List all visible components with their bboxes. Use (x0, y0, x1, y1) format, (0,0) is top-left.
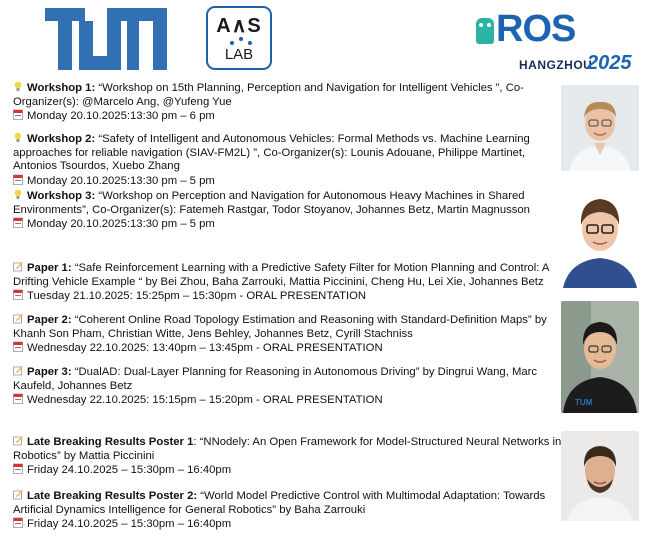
lightbulb-icon (13, 189, 23, 200)
calendar-icon (13, 463, 23, 474)
paper-1-date: Tuesday 21.10.2025: 15:25pm – 15:30pm - ORAL PRESENTATION (27, 290, 367, 303)
entry-text-line: “DualAD: Dual-Layer Planning for Reasoning in Autonomous Driving” by Dingrui Wang, Marc (71, 366, 538, 378)
poster-1-label: Late Breaking Results Poster 1 (27, 436, 194, 448)
entry-text-line: approaches for reliable navigation (SIAV-FM2L) ”, Co-Organizer(s): Lounis Adouane, Philippe Martinet, (13, 146, 526, 159)
calendar-icon (13, 341, 23, 352)
lightbulb-icon (13, 132, 23, 143)
paper-3-date: Wednesday 22.10.2025: 15:15pm – 15:20pm - ORAL PRESENTATION (27, 394, 383, 407)
paper-3-entry (13, 365, 541, 408)
entry-text-line: Antonios Tsourdos, Xuebo Zhang (13, 160, 180, 173)
calendar-icon (13, 393, 23, 404)
entry-text-line: Khanh Son Pham, Christian Witte, Jens Behley, Johannes Betz, Cyrill Stachniss (13, 327, 413, 340)
poster-1-date: Friday 24.10.2025 – 15:30pm – 16:40pm (27, 464, 232, 477)
memo-icon (13, 489, 23, 500)
memo-icon (13, 435, 23, 446)
entry-text-line: Kaufeld, Johannes Betz (13, 379, 133, 392)
iros-logo-year: 2025 (587, 52, 632, 74)
workshop-3-date: Monday 20.10.2025:13:30 pm – 5 pm (27, 218, 215, 231)
workshop-2-label: Workshop 2: (27, 133, 96, 145)
paper-2-label: Paper 2: (27, 314, 72, 326)
lightbulb-icon (13, 81, 23, 92)
entry-text-line: Organizer(s): @Marcelo Ang, @Yufeng Yue (13, 95, 232, 108)
memo-icon (13, 313, 23, 324)
iros-2025-logo (474, 8, 632, 78)
aslab-logo-bottom-text: LAB (224, 46, 254, 63)
workshop-1-label: Workshop 1: (27, 82, 96, 94)
iros-logo-text: ROS (496, 8, 576, 50)
entry-text-line: Drifting Vehicle Example “ by Bei Zhou, Baha Zarrouki, Mattia Piccinini, Cheng Hu, Lei Xie, Johannes Betz (13, 275, 544, 288)
aslab-logo-top-text: A∧S (216, 15, 262, 37)
workshop-1-date: Monday 20.10.2025:13:30 pm – 6 pm (27, 110, 215, 123)
entry-text-line: “Safety of Intelligent and Autonomous Vehicles: Formal Methods vs. Machine Learning (95, 133, 530, 145)
calendar-icon (13, 289, 23, 300)
tum-logo (45, 8, 167, 70)
entry-text-line: Environments”, Co-Organizer(s): Fatemeh Rastgar, Todor Stoyanov, Johannes Betz, Martin Magnusson (13, 203, 530, 216)
calendar-icon (13, 217, 23, 228)
poster-2-entry (13, 489, 546, 532)
poster-2-date: Friday 24.10.2025 – 15:30pm – 16:40pm (27, 518, 232, 531)
entry-text-line: Artificial Dynamics Intelligence for General Robotics” by Baha Zarrouki (13, 503, 366, 516)
workshop-2-entry (13, 132, 541, 188)
paper-2-date: Wednesday 22.10.2025: 13:40pm – 13:45pm - ORAL PRESENTATION (27, 342, 383, 355)
iros-logo-city: HANGZHOU (519, 58, 593, 72)
paper-1-label: Paper 1: (27, 262, 72, 274)
entry-text-line: “Coherent Online Road Topology Estimation and Reasoning with Standard-Definition Maps” by (71, 314, 547, 326)
calendar-icon (13, 174, 23, 185)
memo-icon (13, 365, 23, 376)
speaker-photo-1 (561, 85, 639, 171)
speaker-photo-3 (561, 301, 639, 413)
workshop-2-date: Monday 20.10.2025:13:30 pm – 5 pm (27, 174, 215, 187)
paper-3-label: Paper 3: (27, 366, 72, 378)
poster-2-label: Late Breaking Results Poster 2: (27, 490, 198, 502)
poster-1-entry (13, 435, 562, 478)
speaker-photo-2 (561, 185, 639, 288)
paper-2-entry (13, 313, 547, 356)
entry-text-line: : “NNodely: An Open Framework for Model-Structured Neural Networks in (193, 436, 562, 448)
entry-text-line: “Workshop on Perception and Navigation for Autonomous Heavy Machines in Shared (95, 190, 525, 202)
aslab-logo (206, 6, 272, 70)
paper-1-entry (13, 261, 550, 304)
iros-robot-icon (476, 18, 494, 44)
entry-text-line: “World Model Predictive Control with Multimodal Adaptation: Towards (197, 490, 546, 502)
workshop-1-entry (13, 81, 541, 124)
entry-text-line: Robotics” by Mattia Piccinini (13, 449, 155, 462)
memo-icon (13, 261, 23, 272)
calendar-icon (13, 517, 23, 528)
workshop-3-label: Workshop 3: (27, 190, 96, 202)
entry-text-line: “Workshop on 15th Planning, Perception and Navigation for Intelligent Vehicles ”, Co- (95, 82, 524, 94)
svg-text:TUM: TUM (575, 398, 593, 407)
speaker-photo-4 (561, 431, 639, 521)
entry-text-line: “Safe Reinforcement Learning with a Predictive Safety Filter for Motion Planning and Control: A (71, 262, 550, 274)
calendar-icon (13, 109, 23, 120)
workshop-3-entry (13, 189, 541, 232)
